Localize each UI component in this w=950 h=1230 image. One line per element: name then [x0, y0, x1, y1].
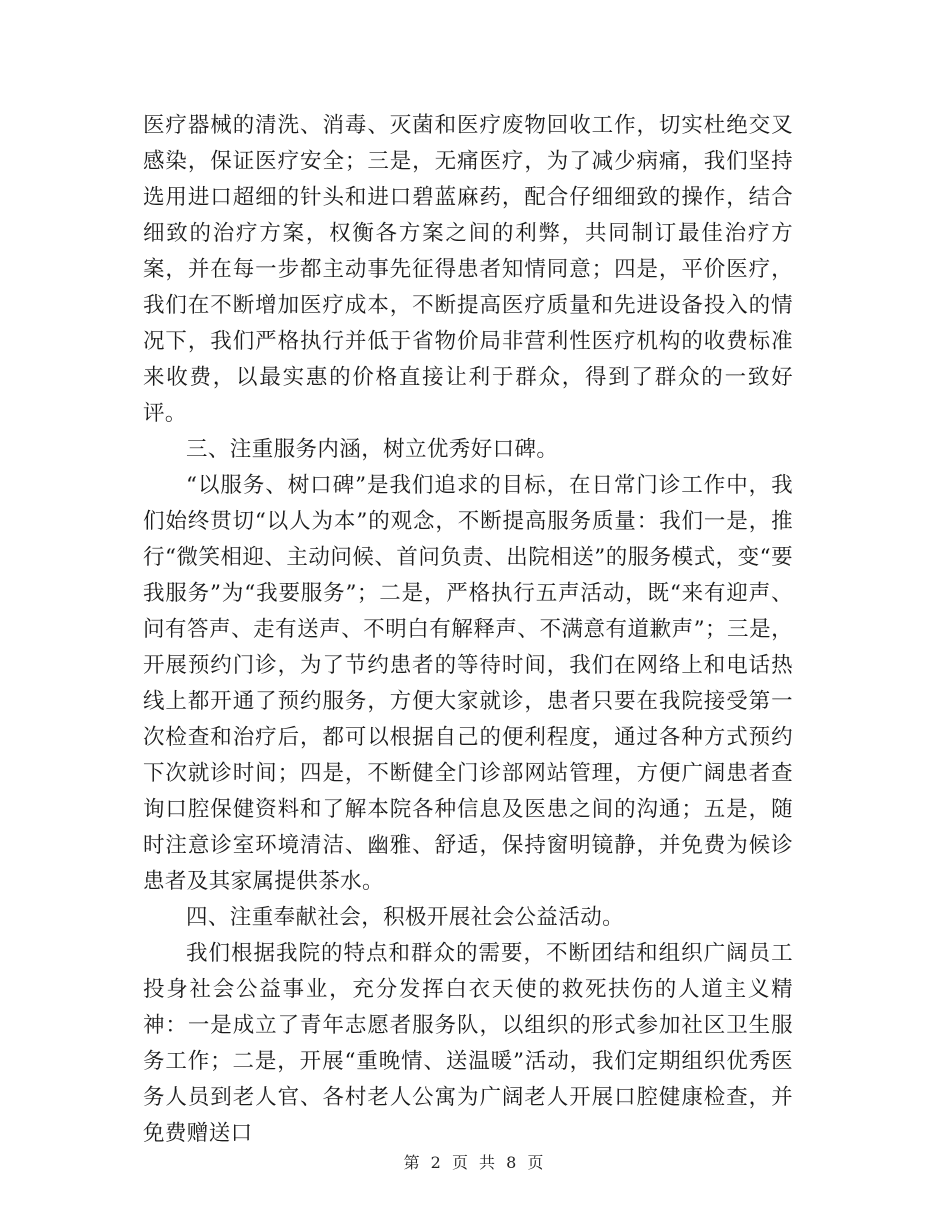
section-heading-3: 三、注重服务内涵，树立优秀好口碑。 [186, 437, 559, 462]
section-heading-4: 四、注重奉献社会，积极开展社会公益活动。 [186, 905, 625, 930]
paragraph-public-welfare: 我们根据我院的特点和群众的需要，不断团结和组织广阔员工投身社会公益事业，充分发挥白衣天使的救死扶伤的人道主义精神：一是成立了青年志愿者服务队，以组织的形式参加社区卫生服务工作；二是，开展“重晚情、送温暖”活动，我们定期组织优秀医务人员到老人官、各村老人公寓为广阔老人开展口腔健康检查，并免费赠送口 [143, 941, 793, 1146]
paragraph-service: “以服务、树口碑”是我们追求的目标，在日常门诊工作中，我们始终贯切“以人为本”的观念，不断提高服务质量：我们一是，推行“微笑相迎、主动问候、首问负责、出院相送”的服务模式，变“要我服务”为“我要服务”；二是，严格执行五声活动，既“来有迎声、问有答声、走有送声、不明白有解释声、不满意有道歉声”；三是，开展预约门诊，为了节约患者的等待时间，我们在网络上和电话热线上都开通了预约服务，方便大家就诊，患者只要在我院接受第一次检查和治疗后，都可以根据自己的便利程度，通过各种方式预约下次就诊时间；四是，不断健全门诊部网站管理，方便广阔患者查询口腔保健资料和了解本院各种信息及医患之间的沟通；五是，随时注意诊室环境清洁、幽雅、舒适，保持窗明镜静，并免费为候诊患者及其家属提供茶水。 [143, 473, 793, 894]
paragraph-continuation: 医疗器械的清洗、消毒、灭菌和医疗废物回收工作，切实杜绝交叉感染，保证医疗安全；三是，无痛医疗，为了减少病痛，我们坚持选用进口超细的针头和进口碧蓝麻药，配合仔细细致的操作，结合细致的治疗方案，权衡各方案之间的利弊，共同制订最佳治疗方案，并在每一步都主动事先征得患者知情同意；四是，平价医疗，我们在不断增加医疗成本，不断提高医疗质量和先进设备投入的情况下，我们严格执行并低于省物价局非营利性医疗机构的收费标准来收费，以最实惠的价格直接让利于群众，得到了群众的一致好评。 [143, 113, 793, 426]
page-number-footer: 第 2 页 共 8 页 [403, 1153, 547, 1172]
document-body [143, 108, 793, 1152]
